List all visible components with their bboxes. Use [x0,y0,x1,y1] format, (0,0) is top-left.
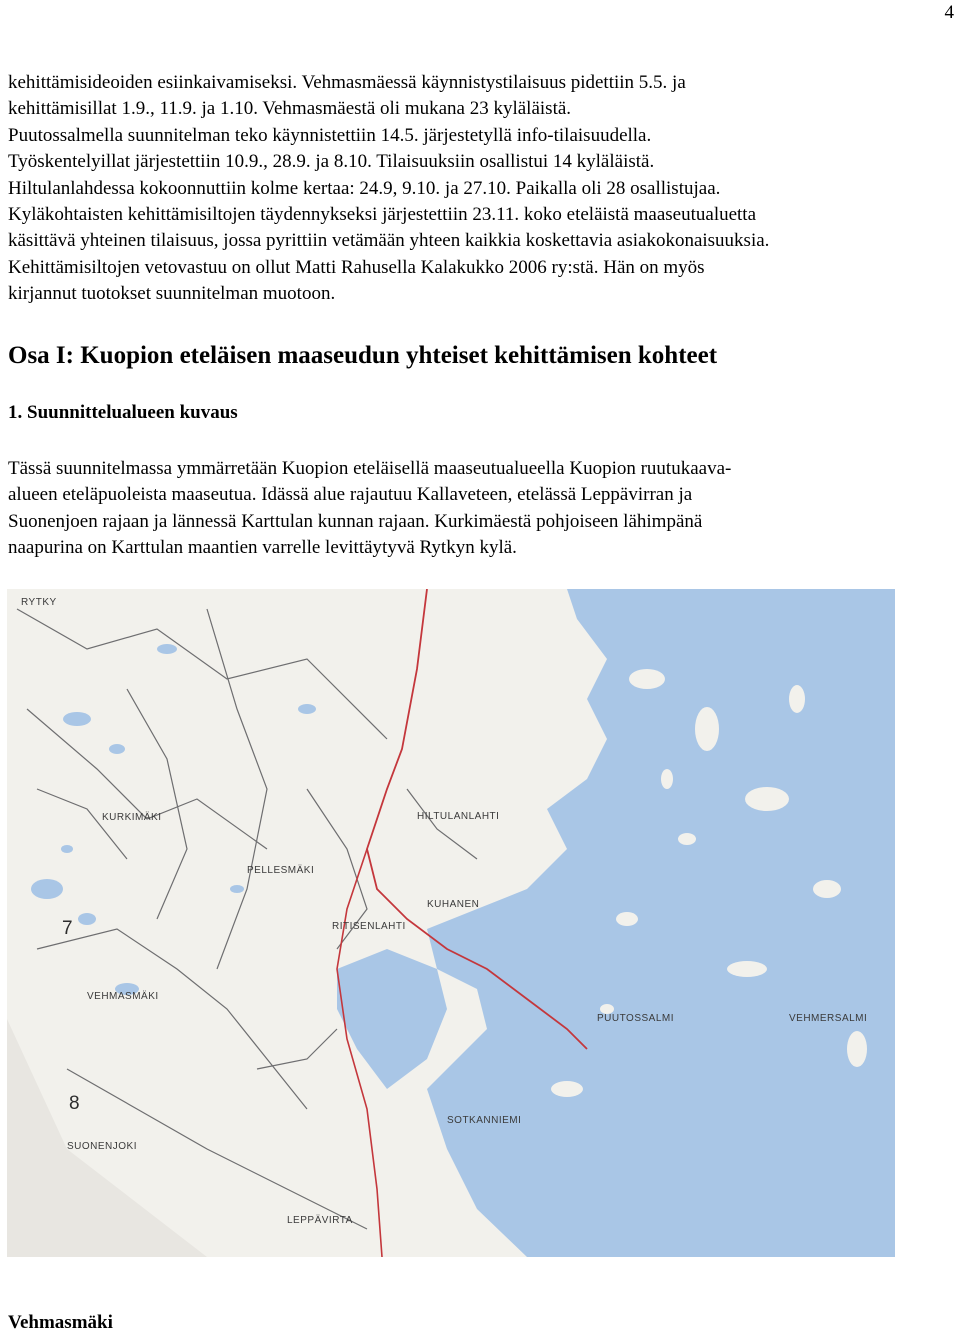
map-label-hiltulanlahti: HILTULANLAHTI [417,811,500,822]
text-line: kirjannut tuotokset suunnitelman muotoon. [8,283,336,305]
map-label-sotkanniemi: SOTKANNIEMI [447,1115,522,1126]
text-line: Kyläkohtaisten kehittämisiltojen täydennykseksi järjestettiin 23.11. koko eteläistä maaseutualuetta [8,204,757,226]
area-map-photo [7,589,895,1257]
map-label-ritisenlahti: RITISENLAHTI [332,921,406,932]
text-line: Puutossalmella suunnitelman teko käynnistettiin 14.5. järjestetyllä info-tilaisuudella. [8,124,652,146]
text-line: kehittämisideoiden esiinkaivamiseksi. Vehmasmäessä käynnistystilaisuus pidettiin 5.5. ja [8,72,686,93]
text-line: Työskentelyillat järjestettiin 10.9., 28.9. ja 8.10. Tilaisuuksiin osallistui 14 kyläläistä. [8,151,655,173]
section-heading-main: Osa I: Kuopion eteläisen maaseudun yhteiset kehittämisen kohteet [8,342,718,369]
map-grid-number: 8 [69,1093,80,1114]
map-label-kurkimaki: KURKIMÄKI [102,812,162,823]
map-grid-number: 7 [62,918,73,939]
map-label-leppavirta: LEPPÄVIRTA [287,1215,353,1226]
map-label-puutossalmi: PUUTOSSALMI [597,1013,674,1024]
text-line: Tässä suunnitelmassa ymmärretään Kuopion eteläisellä maaseutualueella Kuopion ruutukaava- [8,458,732,479]
text-line: Hiltulanlahdessa kokoonnuttiin kolme kertaa: 24.9, 9.10. ja 27.10. Paikalla oli 28 osallistujaa. [8,177,721,199]
caption-heading: Vehmasmäki [8,1312,113,1333]
area-description-paragraph [8,456,958,562]
map-label-suonenjoki: SUONENJOKI [67,1141,138,1152]
text-line: naapurina on Karttulan maantien varrelle levittäytyvä Rytkyn kylä. [8,537,517,559]
page-number: 4 [944,2,954,23]
intro-paragraph [8,70,958,308]
text-line: alueen eteläpuoleista maaseutua. Idässä alue rajautuu Kallaveteen, etelässä Leppävirran ja [8,484,693,506]
map-label-vehmasmaki: VEHMASMÄKI [87,991,159,1002]
map-label-rytky: RYTKY [21,597,57,608]
map-label-pellesmaki: PELLESMÄKI [247,865,315,876]
text-line: kehittämisillat 1.9., 11.9. ja 1.10. Vehmasmäestä oli mukana 23 kyläläistä. [8,98,572,120]
text-line: Kehittämisiltojen vetovastuu on ollut Matti Rahusella Kalakukko 2006 ry:stä. Hän on myös [8,256,705,278]
map-label-vehmersalmi: VEHMERSALMI [789,1013,868,1024]
text-line: käsittävä yhteinen tilaisuus, jossa pyrittiin vetämään yhteen kaikkia koskettavia asiakokonaisuuksia. [8,230,770,252]
text-line: Suonenjoen rajaan ja lännessä Karttulan kunnan rajaan. Kurkimäestä pohjoiseen lähimpänä [8,510,703,532]
map-label-kuhanen: KUHANEN [427,899,480,910]
section-heading-sub: 1. Suunnittelualueen kuvaus [8,402,238,423]
